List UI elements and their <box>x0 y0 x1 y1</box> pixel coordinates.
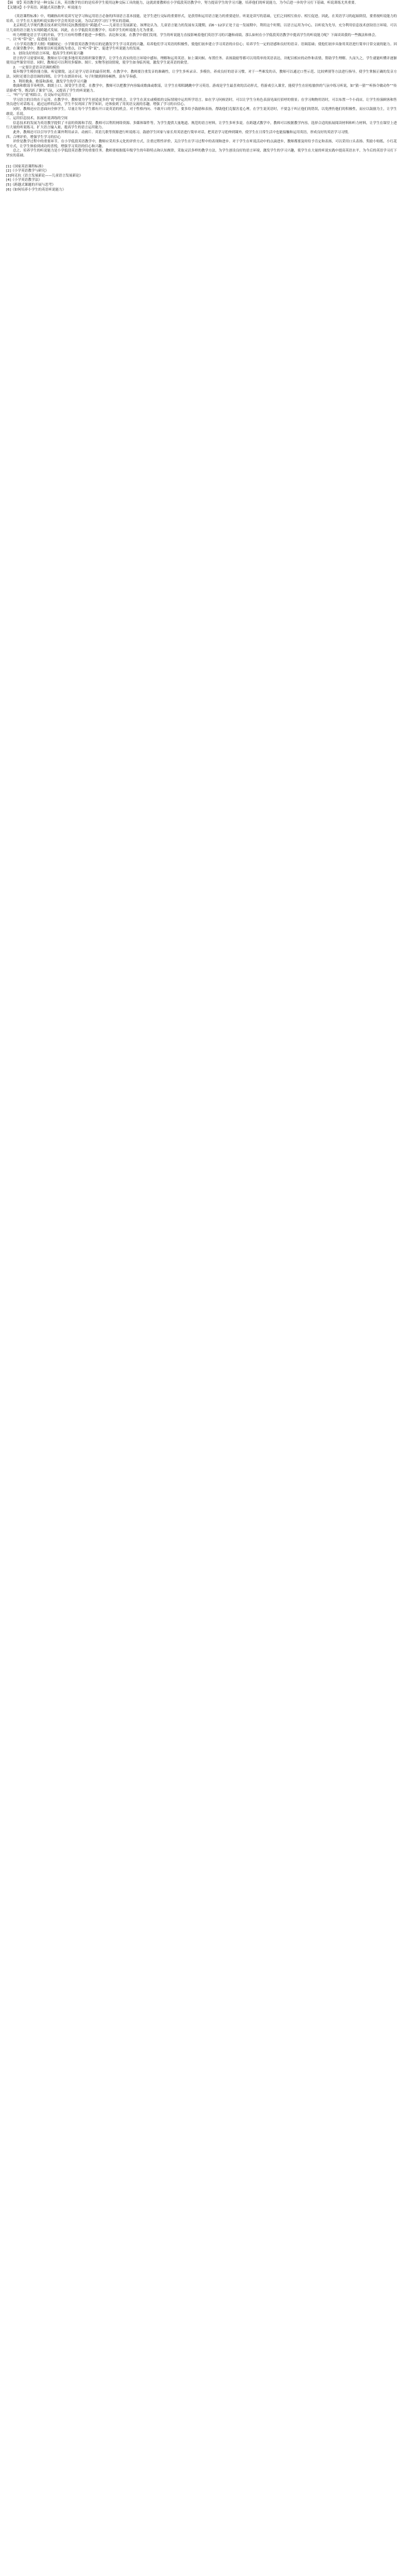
reference-item: [3]何克抗《语言发展新论——儿童语言发展新论》 <box>6 173 83 178</box>
paragraph: 同时，教师还应注意面向全体学生，尽量让每个学生都有开口说英语的机会。对于性格内向、不敢开口的学生，要多给予鼓励和表扬，帮助他们克服害羞心理。在学生说英语时，不要急于纠正他们的错误，以免挫伤他们的积极性，而应以鼓励为主，让学生敢说、乐说。 <box>6 108 397 116</box>
paragraph: 北京师范大学现代教育技术研究所何克抗教授提出“跨越式”——儿童语言发展新论。该理论认为，儿童语言能力的发展有关键期，而6～12岁正处于这一发展期中，利用这个时期，以语言运用为中心，以听说为先导，充分利用信息技术创设语言环境，可以让儿童的语言能力实现跨越式发展。因此，在小学低段英语教学中，培养学生的听说能力尤为重要。 <box>6 24 397 32</box>
paragraph: 低年级学生模仿能力强，听觉敏锐，这正是学习语音的最佳时期。在教学中，教师要注重发音的准确性，让学生多听录音、多模仿，养成良好的语音习惯。对于一些难发的音，教师可以通过口型示范、比较辨别等方法进行指导，使学生掌握正确的发音方法。同时还要注意语调的训练，让学生在朗读单词、句子时做到抑扬顿挫，富有节奏感。 <box>6 70 397 79</box>
subsection-heading: 3．利用歌曲、歌谣和游戏，激发学生的学习兴趣 <box>13 79 87 84</box>
keywords <box>6 6 397 11</box>
abstract-text: 英语教学是一种交际工具，英语教学的目的是培养学生使用这种交际工具的能力，这就需要教师在小学低段英语教学中，努力提高学生的学习兴趣，培养他们的听说能力，为今后进一步的学习打下基础。听说训练尤其重要。 <box>23 1 358 5</box>
section-heading: 三、运用信息技术，拓展听说训练的空间 <box>6 117 68 121</box>
reference-item: [1]《国家英语课程标准》 <box>6 164 45 169</box>
abstract <box>6 1 397 6</box>
reference-item: [4]《小学英语教学法》 <box>6 178 42 183</box>
reference-item: [5]《跨越式课题的开展与思考》 <box>6 183 56 187</box>
article <box>0 0 403 794</box>
paragraph: 评价是教学过程中的重要环节。在小学低段英语教学中，教师应采用多元化的评价方式，注重过程性评价，关注学生在学习过程中的表现和进步。对于学生在听说活动中的点滴进步，教师都要及时给予肯定和表扬，可以采用口头表扬、奖励小贴纸、小红花等方式，让学生体验到成功的喜悦，增强学习英语的信心和兴趣。 <box>6 140 397 148</box>
paragraph: 歌曲和歌谣节奏明快、朗朗上口，深受学生喜爱。在教学中，教师可以把教学内容编成歌曲或歌谣，让学生在唱唱跳跳中学习英语。游戏是学生最喜欢的活动形式，将游戏引入课堂，能使学生在轻松愉快的气氛中练习听说，如“猜一猜”“听指令做动作”“传话游戏”等，既活跃了课堂气氛，又提高了学生的听说能力。 <box>6 84 397 93</box>
reference-item: [2]《小学英语教学与研究》 <box>6 169 49 173</box>
section-heading: 一、以“听”带“说”，促进能力发展 <box>6 38 58 42</box>
paragraph: 《英语课程标准》中，明确指出听说读写是学习和运用语言必备的四项语言基本技能，是学生进行交际的重要形式，是获得和运用语言能力的重要途径。听说是读写的基础，它们之间相互依存、相互促进。因此，在英语学习的起始阶段，要重视听说能力的培养，让学生在大量的听说实践中学会用英语交流，为以后的学习打下坚实的基础。 <box>6 15 397 23</box>
section-heading: 四、合理评价，增强学生学习的信心 <box>6 135 61 139</box>
paragraph: 语言的学习需要环境。教师应尽可能多地用英语组织课堂教学，让学生在真实的语言环境中感知、理解和运用英语。如上课问候、布置任务、表扬鼓励等都可以用简单的英语表达，并配以相应的动作和表情，帮助学生理解。久而久之，学生就能听懂并逐渐使用这些课堂用语。同时，教师还可以利用多媒体、图片、实物等创设情境，使学生如身临其境，激发学生说英语的欲望。 <box>6 56 397 65</box>
keywords-text: 小学英语；跨越式英语教学；听说能力 <box>23 5 82 10</box>
paragraph: 听力理解是语言学习的开始，学生只有听得懂才能进一步模仿、表达和交流。在教学中我们发现，学生的听说能力直接影响着他们英语学习的兴趣和成绩。那么如何在小学低段英语教学中提高学生的听说能力呢？下面谈谈我的一些做法和体会。 <box>13 33 379 37</box>
blank-page-area <box>0 794 403 2576</box>
section-heading: 二、“听”与“说”相结合，在交际中运用语言 <box>6 93 71 98</box>
subsection-heading: 1．创设良好的语言环境，提高学生的听说兴趣 <box>13 51 84 56</box>
subsection-heading: 2．一定要注意语音语调的模仿 <box>13 65 60 70</box>
references <box>6 165 397 193</box>
abstract-label: 【摘 要】 <box>6 1 23 5</box>
paragraph: 信息技术的发展为英语教学提供了丰富的资源和手段。教师可以利用网络资源、多媒体课件等，为学生提供大量地道、规范的语言材料，让学生多听多说。在跨越式教学中，教师可以根据教学内容，选择合适的拓展阅读材料和听力材料，让学生在课堂上进行大量的听说练习，扩大语言输入量，提高学生的语言运用能力。 <box>6 121 397 130</box>
paragraph: 此外，教师还可以引导学生在课外利用录音、动画片、英语儿歌等资源进行听说练习，鼓励学生回家与家长用英语进行简单对话，把英语学习延伸到课外，使学生在日常生活中也能接触和运用英语，形成良好的英语学习习惯。 <box>13 131 351 135</box>
reference-item: [6]《如何培养小学生的英语听说能力》 <box>6 188 66 192</box>
paragraph: 总之，培养学生的听说能力是小学低段英语教学的重要任务。教师要根据低年级学生的年龄特点和认知规律，采取灵活多样的教学方法，为学生创设良好的语言环境，激发学生的学习兴趣，使学生在大量的听说实践中提高英语水平，为今后的英语学习打下坚实的基础。 <box>6 149 397 158</box>
paragraph: 《小学英语教学大纲》明确规定：小学阶段英语教学的目的是激发学生学习英语的兴趣，培养他们学习英语的积极性，使他们初步建立学习英语的自信心；培养学生一定的语感和良好的语音、语调基础；使他们初步具备用英语进行简单日常交流的能力。因此，在课堂教学中，教师要以听说训练为重点，以“听”带“说”，促进学生听说能力的发展。 <box>6 42 397 51</box>
paragraph: 学习语言的目的在于运用。在教学中，教师要为学生创造更多的“说”的机会，让学生在真实或模拟的交际情境中运用所学语言。如在学习问候语时，可以让学生分角色表演见面打招呼的情景；在学习购物用语时，可以布置一个小商店，让学生扮演顾客和售货员进行对话练习。通过这样的活动，学生不仅巩固了所学知识，还体验到了用英语交流的乐趣，增强了学习的自信心。 <box>6 98 397 107</box>
keywords-label: 【关键词】 <box>6 5 23 10</box>
